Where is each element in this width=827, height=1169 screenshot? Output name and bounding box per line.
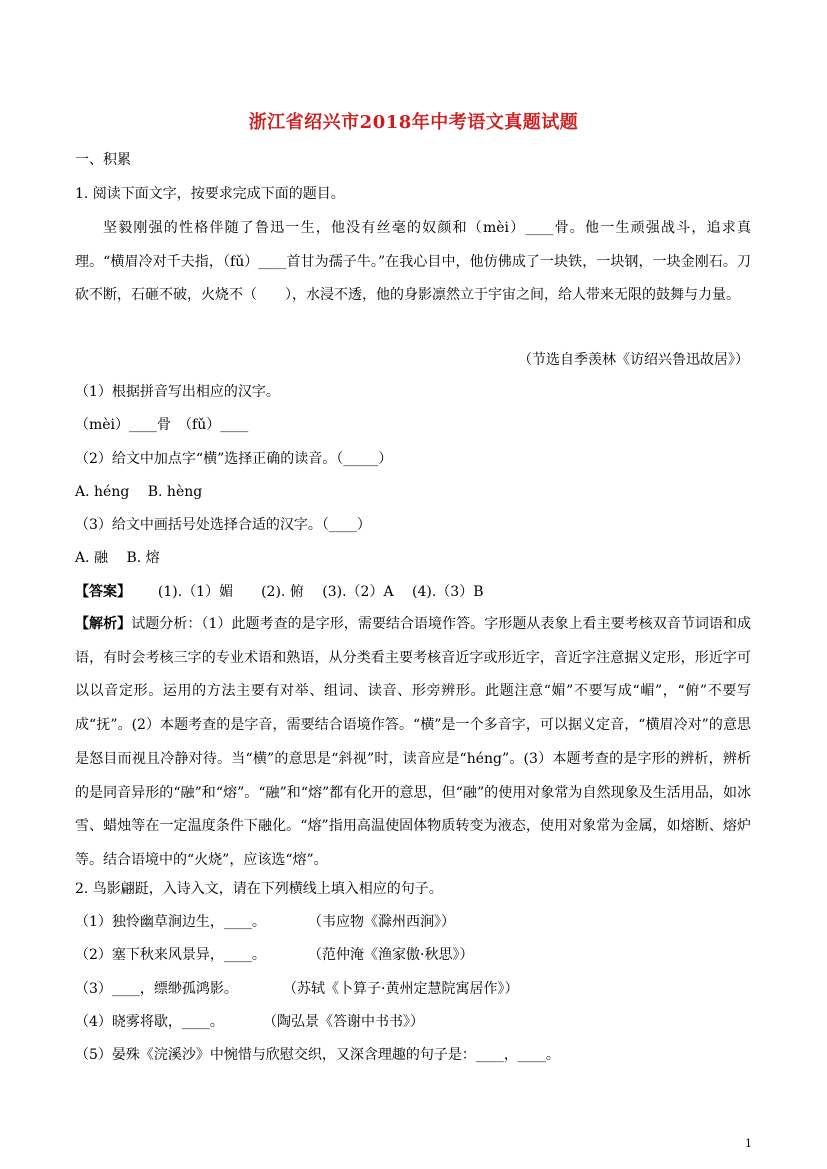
answer-line — [75, 582, 484, 602]
question-2-item-5: （5）晏殊《浣溪沙》中惋惜与欣慰交织，又深含理趣的句子是：____，____。 — [75, 1047, 560, 1063]
question-2-prompt: 2. 鸟影翩跹，入诗入文，请在下列横线上填入相应的句子。 — [75, 881, 443, 897]
answer-text: (1).（1）媚 (2). 俯 (3).（2）A (4).（3）B — [157, 584, 484, 600]
question-1-passage: 坚毅刚强的性格伴随了鲁迅一生，他没有丝毫的奴颜和（mèi）____骨。他一生顽强战斗，追求真理。“横眉冷对千夫指，（fǔ）____首甘为孺子牛。”在我心目中，他仿佛成了一块铁，一块钢，一块金刚石。刀砍不断，石砸不破，火烧不（ ），水浸不透，他的身影凛然立于宇宙之间，给人带来无限的鼓舞与力量。 — [75, 220, 751, 304]
question-2-item — [75, 912, 455, 932]
item-source: （韦应物《滁州西涧》） — [308, 914, 455, 930]
question-2-item — [75, 1012, 424, 1032]
sub-question-1-fill: （mèi）____骨 （fǔ）____ — [75, 417, 249, 433]
item-text: （2）塞下秋来风景异，____。 — [75, 947, 266, 963]
item-text: （4）晓雾将歇，____。 — [75, 1014, 224, 1030]
sub-question-2-options: A. héng B. hèng — [75, 484, 203, 500]
sub-question-3: （3）给文中画括号处选择合适的汉字。（____） — [75, 517, 371, 533]
question-2-item — [75, 979, 518, 999]
passage-source: （节选自季羡林《访绍兴鲁迅故居》） — [518, 352, 749, 368]
section-heading: 一、积累 — [75, 152, 131, 168]
item-source: （陶弘景《答谢中书书》） — [263, 1014, 424, 1030]
sub-question-1: （1）根据拼音写出相应的汉字。 — [75, 384, 280, 400]
page-number: 1 — [745, 1137, 752, 1150]
item-text: （1）独怜幽草涧边生，____。 — [75, 914, 266, 930]
analysis-label: 【解析】 — [75, 616, 132, 632]
item-source: （范仲淹《渔家傲·秋思》） — [308, 947, 474, 963]
analysis-text: 试题分析：（1）此题考查的是字形，需要结合语境作答。字形题从表象上看主要考核双音节词语和成语，有时会考核三字的专业术语和熟语，从分类看主要考核音近字或形近字，音近字注意据义定形，形近字可以以音定形。运用的方法主要有对举、组词、读音、形旁辨形。此题注意“媚”不要写成“嵋”，“俯”不要写成“抚”。(2）本题考查的是字音，需要结合语境作答。“横”是一个多音字，可以据义定音，“横眉冷对”的意思是怒目而视且冷静对待。当“横”的意思是“斜视”时，读音应是“héng”。(3）本题考查的是字形的辨析，辨析的是同音异形的“融”和“熔”。“融”和“熔”都有化开的意思，但“融”的使用对象常为自然现象及生活用品，如冰雪、蜡烛等在一定温度条件下融化。“熔”指用高温使固体物质转变为液态，使用对象常为金属，如熔断、熔炉等。结合语境中的“火烧”，应该选“熔”。 — [75, 616, 752, 868]
sub-question-2: （2）给文中加点字“横”选择正确的读音。（_____） — [75, 451, 393, 467]
sub-question-3-options: A. 融 B. 熔 — [75, 550, 160, 566]
answer-label: 【答案】 — [75, 584, 131, 600]
question-2-item — [75, 945, 473, 965]
item-source: （苏轼《卜算子·黄州定慧院寓居作》） — [283, 981, 519, 997]
question-1-prompt: 1. 阅读下面文字，按要求完成下面的题目。 — [75, 186, 345, 202]
analysis-paragraph — [75, 608, 751, 878]
item-text: （3）____，缥缈孤鸿影。 — [75, 981, 238, 997]
document-title: 浙江省绍兴市2018年中考语文真题试题 — [248, 112, 579, 133]
